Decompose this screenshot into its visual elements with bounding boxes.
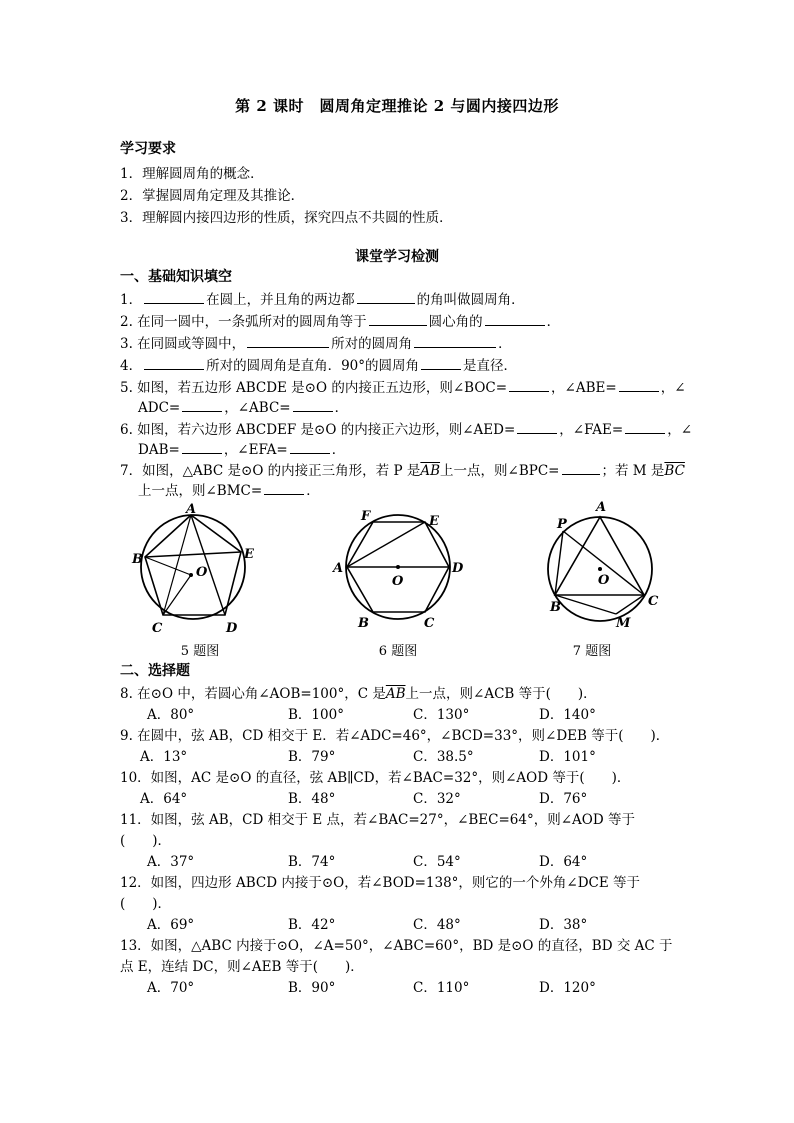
center-point [598, 567, 602, 571]
label-o: O [598, 573, 610, 588]
option-d[interactable]: D．120° [539, 980, 596, 996]
center-point [189, 573, 193, 577]
label-o: O [392, 574, 404, 589]
question-2: 2. 在同一圆中，一条弧所对的圆周角等于 圆心角的 ． [120, 314, 561, 330]
option-a[interactable]: A．69° [147, 917, 195, 933]
option-a[interactable]: A．80° [147, 707, 195, 723]
option-a[interactable]: A．64° [140, 791, 188, 807]
segment-ae [347, 522, 425, 567]
option-c[interactable]: C．32° [413, 791, 461, 807]
segment-be [145, 552, 241, 557]
label-b: B [550, 600, 561, 615]
option-d[interactable]: D．140° [539, 707, 596, 723]
label-a: A [333, 561, 344, 576]
blank[interactable] [144, 291, 204, 304]
page-title: 第 2 课时 圆周角定理推论 2 与圆内接四边形 [235, 97, 559, 115]
label-b: B [358, 616, 369, 631]
option-d[interactable]: D．38° [539, 917, 588, 933]
option-b[interactable]: B．90° [288, 980, 336, 996]
segment-bm [555, 595, 616, 614]
figure-7-triangle [540, 497, 680, 637]
question-4: 4． 所对的圆周角是直角．90°的圆周角 是直径． [120, 358, 518, 374]
blank[interactable] [293, 399, 333, 412]
question-6: 6. 如图，若六边形 ABCDEF 是⊙O 的内接正六边形，则∠AED= ，∠FAE= ，∠ [120, 422, 693, 438]
option-b[interactable]: B．48° [288, 791, 336, 807]
question-3: 3. 在同圆或等圆中， 所对的圆周角 ． [120, 336, 512, 352]
question-11: 11．如图，弦 AB，CD 相交于 E 点，若∠BAC=27°，∠BEC=64°，则∠AOD 等于 [120, 812, 635, 828]
blank[interactable] [369, 313, 427, 326]
question-13-cont: 点 E，连结 DC，则∠AEB 等于( )． [120, 959, 364, 975]
option-c[interactable]: C．48° [413, 917, 461, 933]
label-c: C [424, 616, 435, 631]
requirement-item: 2．掌握圆周角定理及其推论． [120, 188, 305, 204]
blank[interactable] [182, 399, 222, 412]
label-c: C [152, 621, 163, 636]
blank[interactable] [264, 482, 304, 495]
option-d[interactable]: D．76° [539, 791, 588, 807]
question-10: 10．如图，AC 是⊙O 的直径，弦 AB∥CD，若∠BAC=32°，则∠AOD 等于( )． [120, 770, 631, 786]
question-5: 5. 如图，若五边形 ABCDE 是⊙O 的内接正五边形，则∠BOC= ，∠ABE= ，∠ [120, 380, 686, 396]
segment-bo [145, 557, 191, 575]
question-5-cont: ADC= ，∠ABC= ． [138, 400, 349, 416]
blank[interactable] [290, 441, 330, 454]
blank[interactable] [517, 421, 557, 434]
option-b[interactable]: B．79° [288, 749, 336, 765]
label-a: A [596, 500, 607, 515]
label-f: F [361, 509, 371, 524]
option-d[interactable]: D．101° [539, 749, 596, 765]
part1-heading: 一、基础知识填空 [120, 269, 232, 285]
label-b: B [132, 552, 143, 567]
blank[interactable] [144, 357, 204, 370]
option-b[interactable]: B．74° [288, 854, 336, 870]
segment-co [163, 575, 191, 615]
option-c[interactable]: C．110° [413, 980, 470, 996]
blank[interactable] [562, 462, 600, 475]
label-m: M [616, 616, 631, 631]
label-o: O [196, 565, 208, 580]
figure-7-caption: 7 题图 [572, 644, 612, 659]
blank[interactable] [182, 441, 222, 454]
blank[interactable] [509, 379, 549, 392]
question-11-cont: ( )． [120, 833, 172, 849]
arc-ab: $\overline{AB}$ [385, 686, 406, 702]
figure-6-hexagon [328, 505, 468, 635]
circle [141, 515, 245, 619]
requirement-item: 3．理解圆内接四边形的性质，探究四点不共圆的性质． [120, 210, 453, 226]
question-13: 13．如图，△ABC 内接于⊙O，∠A=50°，∠ABC=60°，BD 是⊙O 的直径，BD 交 AC 于 [120, 938, 673, 954]
option-a[interactable]: A．13° [140, 749, 188, 765]
question-1: 1． 在圆上，并且角的两边都 的角叫做圆周角． [120, 292, 525, 308]
option-d[interactable]: D．64° [539, 854, 588, 870]
label-a: A [186, 502, 197, 517]
blank[interactable] [625, 421, 665, 434]
option-c[interactable]: C．54° [413, 854, 461, 870]
option-b[interactable]: B．100° [288, 707, 344, 723]
question-12: 12．如图，四边形 ABCD 内接于⊙O，若∠BOD=138°，则它的一个外角∠DCE 等于 [120, 875, 641, 891]
segment-ca [163, 515, 191, 615]
label-d: D [452, 561, 464, 576]
question-6-cont: DAB= ，∠EFA= ． [138, 442, 346, 458]
label-e: E [429, 514, 439, 529]
arc-bc: $\overline{BC}$ [664, 463, 685, 479]
question-7-cont: 上一点，则∠BMC= ． [138, 483, 320, 499]
blank[interactable] [421, 357, 461, 370]
question-9: 9. 在圆中，弦 AB，CD 相交于 E．若∠ADC=46°，∠BCD=33°，则∠DEB 等于( )． [120, 728, 670, 744]
blank[interactable] [414, 335, 496, 348]
requirement-item: 1．理解圆周角的概念． [120, 166, 264, 182]
option-a[interactable]: A．37° [147, 854, 195, 870]
label-e: E [244, 547, 254, 562]
section-title: 课堂学习检测 [355, 249, 439, 265]
label-d: D [226, 621, 238, 636]
question-7: 7．如图，△ABC 是⊙O 的内接正三角形，若 P 是$\overline{AB}$上一点，则∠BPC= ；若 M 是$\overline{BC}$ [120, 463, 685, 479]
figure-5-caption: 5 题图 [180, 644, 220, 659]
option-c[interactable]: C．130° [413, 707, 470, 723]
pentagon [145, 515, 241, 615]
blank[interactable] [485, 313, 545, 326]
figure-5-pentagon [128, 500, 268, 640]
figure-6-caption: 6 题图 [378, 644, 418, 659]
blank[interactable] [247, 335, 329, 348]
option-a[interactable]: A．70° [147, 980, 195, 996]
label-c: C [648, 594, 659, 609]
question-8: 8. 在⊙O 中，若圆心角∠AOB=100°，C 是$\overline{AB}$上一点，则∠ACB 等于( )． [120, 686, 597, 702]
option-c[interactable]: C．38.5° [413, 749, 474, 765]
requirements-heading: 学习要求 [120, 141, 176, 157]
part2-heading: 二、选择题 [120, 663, 190, 679]
option-b[interactable]: B．42° [288, 917, 336, 933]
center-point [396, 565, 400, 569]
label-p: P [557, 517, 567, 532]
blank[interactable] [619, 379, 659, 392]
blank[interactable] [357, 291, 415, 304]
arc-ab: $\overline{AB}$ [420, 463, 441, 479]
question-12-cont: ( )． [120, 896, 172, 912]
